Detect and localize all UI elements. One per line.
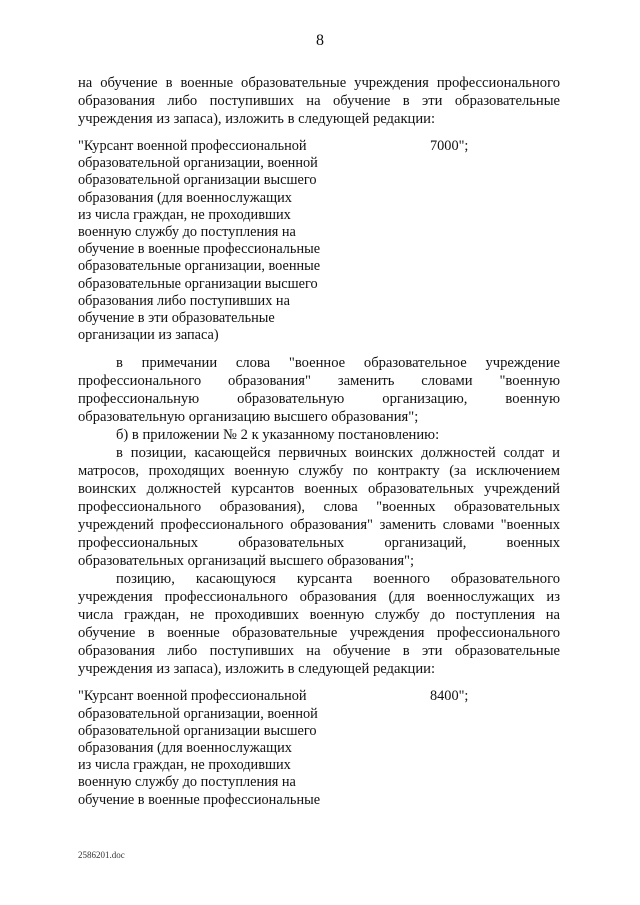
table-line: образовательные организации высшего <box>78 275 318 292</box>
table-line: образовательной организации высшего <box>78 172 317 189</box>
text-line: образования либо поступивших на обучение в эти образовательные <box>78 643 560 660</box>
table-line: военную службу до поступления на <box>78 774 296 791</box>
text-line: профессионального образования), слова "военных образовательных <box>78 499 560 516</box>
document-body <box>78 74 560 819</box>
table-line: образовательной организации высшего <box>78 722 317 739</box>
table-line: "Курсант военной профессиональной <box>78 138 307 154</box>
text-line: обучение в военные образовательные учреждения профессионального <box>78 625 560 642</box>
rate-table-1 <box>78 138 560 344</box>
text-line: б) в приложении № 2 к указанному постановлению: <box>116 427 440 444</box>
table-line: образовательные организации, военные <box>78 258 321 275</box>
table-line: обучение в военные профессиональные <box>78 241 321 258</box>
position-1-paragraph <box>78 444 560 570</box>
table-line: военную службу до поступления на <box>78 224 296 241</box>
text-line: на обучение в военные образовательные учреждения профессионального <box>78 75 560 91</box>
table-line: образования либо поступивших на <box>78 292 290 309</box>
position-description <box>78 688 348 808</box>
text-line: позицию, касающуюся курсанта военного образовательного <box>116 571 560 588</box>
table-line: образовательной организации, военной <box>78 155 318 172</box>
position-description <box>78 138 348 344</box>
page-number: 8 <box>316 32 324 49</box>
table-line: обучение в военные профессиональные <box>78 791 321 808</box>
text-line: учреждения из запаса), изложить в следующей редакции: <box>78 661 436 678</box>
text-line: учреждения профессионального образования (для военнослужащих из <box>78 589 560 606</box>
rate-value: 7000"; <box>430 138 469 154</box>
table-line: "Курсант военной профессиональной <box>78 688 307 705</box>
rate-table-2 <box>78 688 560 808</box>
text-line: образовательную организацию высшего образования"; <box>78 409 419 426</box>
rate-value: 8400"; <box>430 688 469 705</box>
text-line: числа граждан, не проходивших военную службу до поступления на <box>78 607 560 624</box>
item-b-paragraph <box>78 426 560 444</box>
text-line: воинских должностей курсантов военных образовательных учреждений <box>78 481 560 498</box>
document-filename: 2586201.doc <box>78 850 125 860</box>
table-line: образования (для военнослужащих <box>78 740 292 757</box>
text-line: образовательных организаций высшего образования"; <box>78 553 415 570</box>
text-line: профессиональных образовательных организаций, военных <box>78 535 560 552</box>
position-2-paragraph <box>78 570 560 678</box>
table-line: обучение в эти образовательные <box>78 310 275 327</box>
text-line: образования либо поступивших на обучение в эти образовательные <box>78 93 560 109</box>
text-line: учреждений профессионального образования" заменить словами "военных <box>78 517 560 534</box>
table-line: организации из запаса) <box>78 327 219 344</box>
text-line: матросов, проходящих военную службу по контракту (за исключением <box>78 463 560 480</box>
table-line: из числа граждан, не проходивших <box>78 206 291 223</box>
intro-paragraph <box>78 74 560 128</box>
text-line: в позиции, касающейся первичных воинских должностей солдат и <box>116 445 560 462</box>
table-line: образования (для военнослужащих <box>78 189 292 206</box>
table-line: образовательной организации, военной <box>78 705 318 722</box>
text-line: профессиональную образовательную организацию, военную <box>78 391 560 408</box>
text-line: профессионального образования" заменить словами "военную <box>78 373 560 390</box>
note-paragraph <box>78 354 560 426</box>
text-line: в примечании слова "военное образовательное учреждение <box>116 355 560 372</box>
table-line: из числа граждан, не проходивших <box>78 757 291 774</box>
text-line: учреждения из запаса), изложить в следующей редакции: <box>78 111 436 127</box>
